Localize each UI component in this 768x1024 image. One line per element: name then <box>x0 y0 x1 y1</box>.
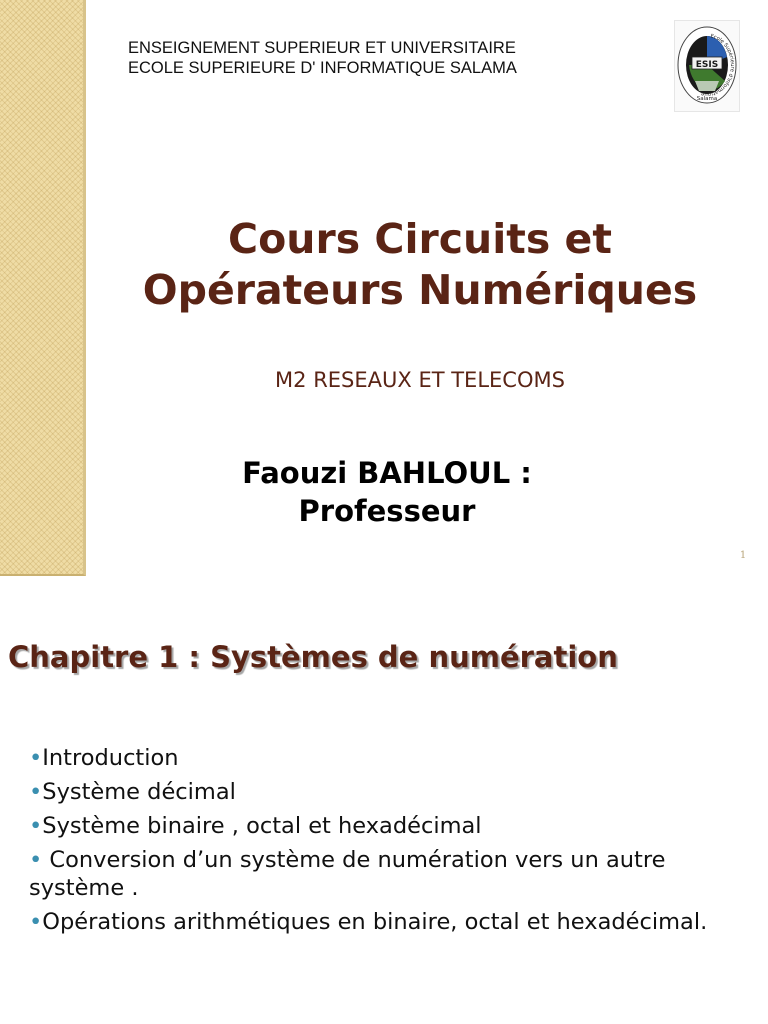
list-item-text: Système décimal <box>42 779 236 805</box>
course-title-line-2: Opérateurs Numériques <box>142 266 698 314</box>
topic-list <box>29 744 719 942</box>
list-item <box>29 812 719 840</box>
svg-text:ESIS: ESIS <box>695 60 719 70</box>
header-line-2: ECOLE SUPERIEURE D' INFORMATIQUE SALAMA <box>128 59 517 77</box>
svg-text:Salama: Salama <box>696 96 718 102</box>
list-item <box>29 778 719 806</box>
author-name: Faouzi BAHLOUL : <box>242 456 532 490</box>
list-item-text: Système binaire , octal et hexadécimal <box>42 813 482 839</box>
course-title-line-1: Cours Circuits et <box>228 215 612 263</box>
bullet-icon: • <box>29 813 43 839</box>
bullet-icon: • <box>29 909 43 935</box>
list-item <box>29 908 719 936</box>
list-item-text: Introduction <box>42 745 179 771</box>
decorative-side-band <box>0 0 86 576</box>
author-block <box>150 454 624 530</box>
course-title <box>96 214 744 316</box>
slide-number: 1 <box>739 550 747 561</box>
bullet-icon: • <box>29 745 43 771</box>
list-item-text: Opérations arithmétiques en binaire, octal et hexadécimal. <box>42 909 708 935</box>
list-item <box>29 846 719 902</box>
bullet-icon: • <box>29 847 43 873</box>
bullet-icon: • <box>29 779 43 805</box>
course-subtitle: M2 RESEAUX ET TELECOMS <box>275 368 565 392</box>
list-item <box>29 744 719 772</box>
svg-text:Ecole Supérieure d'Informatiqu: Ecole Supérieure d'Informatique <box>700 33 735 98</box>
school-logo-seal-icon <box>675 21 739 111</box>
author-role: Professeur <box>298 494 476 528</box>
school-logo <box>674 20 740 112</box>
chapter-title: Chapitre 1 : Systèmes de numération <box>8 640 618 674</box>
list-item-text: Conversion d’un système de numération vers un autre système . <box>29 847 666 901</box>
institution-header <box>128 38 648 78</box>
header-line-1: ENSEIGNEMENT SUPERIEUR ET UNIVERSITAIRE <box>128 39 516 57</box>
